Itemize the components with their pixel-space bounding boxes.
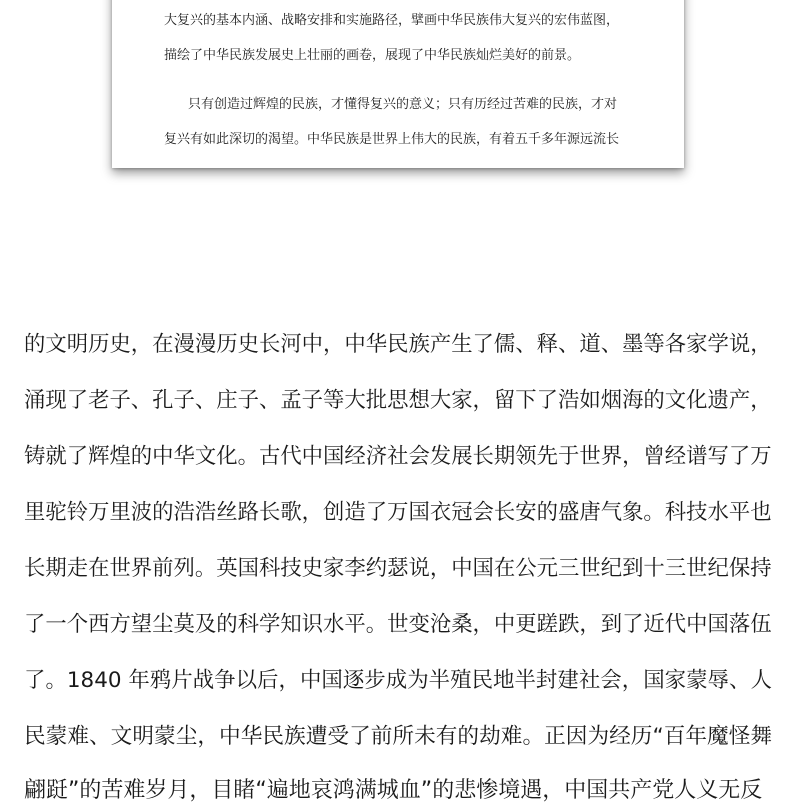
body-text-line: 了。1840 年鸦片战争以后，中国逐步成为半殖民地半封建社会，国家蒙辱、人 bbox=[24, 668, 772, 693]
body-text-line: 民蒙难、文明蒙尘，中华民族遭受了前所未有的劫难。正因为经历“百年魔怪舞 bbox=[24, 724, 773, 749]
body-text-line: 翩跹”的苦难岁月，目睹“遍地哀鸿满城血”的悲惨境遇，中国共产党人义无反 bbox=[24, 778, 763, 803]
body-text-line: 涌现了老子、孔子、庄子、孟子等大批思想大家，留下了浩如烟海的文化遗产， bbox=[24, 388, 772, 413]
preview-text-line: 描绘了中华民族发展史上壮丽的画卷，展现了中华民族灿烂美好的前景。 bbox=[164, 48, 581, 63]
preview-text-line: 复兴有如此深切的渴望。中华民族是世界上伟大的民族，有着五千多年源远流长 bbox=[164, 132, 620, 147]
body-text-line: 的文明历史，在漫漫历史长河中，中华民族产生了儒、释、道、墨等各家学说， bbox=[24, 332, 772, 357]
document-preview-card bbox=[112, 0, 684, 168]
body-text-line: 长期走在世界前列。英国科技史家李约瑟说，中国在公元三世纪到十三世纪保持 bbox=[24, 556, 772, 581]
preview-text-line: 大复兴的基本内涵、战略安排和实施路径，擘画中华民族伟大复兴的宏伟蓝图， bbox=[164, 13, 620, 28]
body-text-line: 里驼铃万里波的浩浩丝路长歌，创造了万国衣冠会长安的盛唐气象。科技水平也 bbox=[24, 500, 772, 525]
body-text-line: 了一个西方望尘莫及的科学知识水平。世变沧桑，中更蹉跌，到了近代中国落伍 bbox=[24, 612, 772, 637]
body-text-line: 铸就了辉煌的中华文化。古代中国经济社会发展长期领先于世界，曾经谱写了万 bbox=[24, 444, 772, 469]
preview-text-line: 只有创造过辉煌的民族，才懂得复兴的意义；只有历经过苦难的民族，才对 bbox=[188, 97, 618, 112]
